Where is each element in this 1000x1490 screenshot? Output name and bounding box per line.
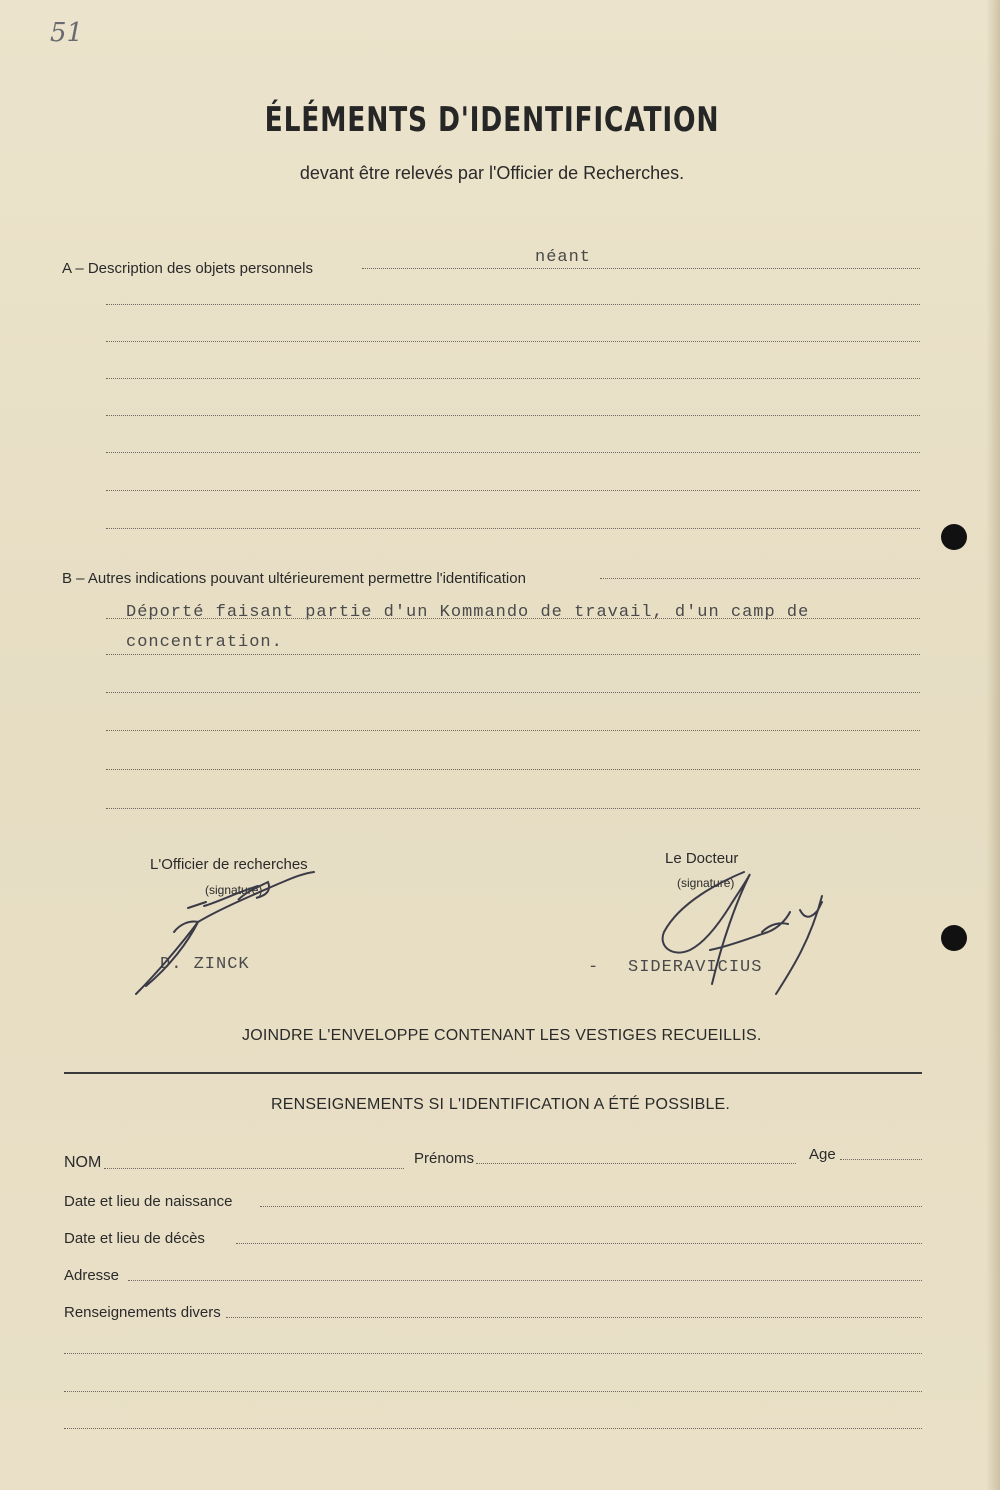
section-a-line-4 <box>106 378 920 379</box>
doctor-title: Le Docteur <box>665 850 739 867</box>
divers-line-2 <box>64 1353 922 1354</box>
identification-heading: RENSEIGNEMENTS SI L'IDENTIFICATION A ÉTÉ POSSIBLE. <box>271 1096 731 1113</box>
divers-line-3 <box>64 1391 922 1392</box>
section-a-line-5 <box>106 415 920 416</box>
binder-hole-bottom <box>941 925 967 951</box>
section-b-typed-line-2: concentration. <box>126 633 283 652</box>
page-edge-shadow <box>986 0 1000 1490</box>
section-b-line-1 <box>600 578 920 579</box>
adresse-label: Adresse <box>64 1267 120 1284</box>
section-b-line-2 <box>106 618 920 619</box>
section-a-line-8 <box>106 528 920 529</box>
section-a-label: A – Description des objets personnels <box>62 260 313 277</box>
section-b-typed-line-1: Déporté faisant partie d'un Kommando de travail, d'un camp de <box>126 603 810 622</box>
officer-name: D. ZINCK <box>160 955 250 974</box>
adresse-line <box>128 1280 922 1281</box>
doctor-signature <box>650 862 840 1002</box>
section-b-label: B – Autres indications pouvant ultérieurement permettre l'identification <box>62 570 526 587</box>
divers-line-4 <box>64 1428 922 1429</box>
corner-pencil-mark: 51 <box>50 18 84 48</box>
deces-line <box>236 1243 922 1244</box>
naissance-label: Date et lieu de naissance <box>64 1193 233 1210</box>
doctor-dash: - <box>588 958 600 977</box>
officer-signature-label: (signature) <box>205 883 263 897</box>
naissance-line <box>260 1206 922 1207</box>
prenoms-label: Prénoms <box>414 1150 475 1167</box>
section-a-value: néant <box>535 248 592 267</box>
prenoms-line <box>476 1163 796 1164</box>
age-line <box>840 1159 922 1160</box>
doctor-signature-label: (signature) <box>677 876 735 890</box>
page-subtitle: devant être relevés par l'Officier de Recherches. <box>299 163 685 183</box>
section-a-line-3 <box>106 341 920 342</box>
section-b-line-5 <box>106 730 920 731</box>
section-b-line-7 <box>106 808 920 809</box>
divers-label: Renseignements divers <box>64 1304 221 1321</box>
divers-line-1 <box>226 1317 922 1318</box>
nom-line <box>104 1168 404 1169</box>
section-b-line-4 <box>106 692 920 693</box>
section-divider <box>64 1072 922 1074</box>
age-label: Age <box>809 1146 836 1163</box>
officer-title: L'Officier de recherches <box>150 856 308 873</box>
doctor-name: SIDERAVICIUS <box>628 958 763 977</box>
section-a-line-2 <box>106 304 920 305</box>
section-a-line-7 <box>106 490 920 491</box>
deces-label: Date et lieu de décès <box>64 1230 205 1247</box>
nom-label: NOM <box>64 1154 102 1171</box>
section-b-line-6 <box>106 769 920 770</box>
page-title: ÉLÉMENTS D'IDENTIFICATION <box>264 100 720 140</box>
section-b-line-3 <box>106 654 920 655</box>
envelope-instruction: JOINDRE L'ENVELOPPE CONTENANT LES VESTIGES RECUEILLIS. <box>242 1027 762 1044</box>
section-a-line-6 <box>106 452 920 453</box>
binder-hole-top <box>941 524 967 550</box>
section-a-line-1 <box>362 268 920 269</box>
officer-signature <box>128 862 328 1002</box>
